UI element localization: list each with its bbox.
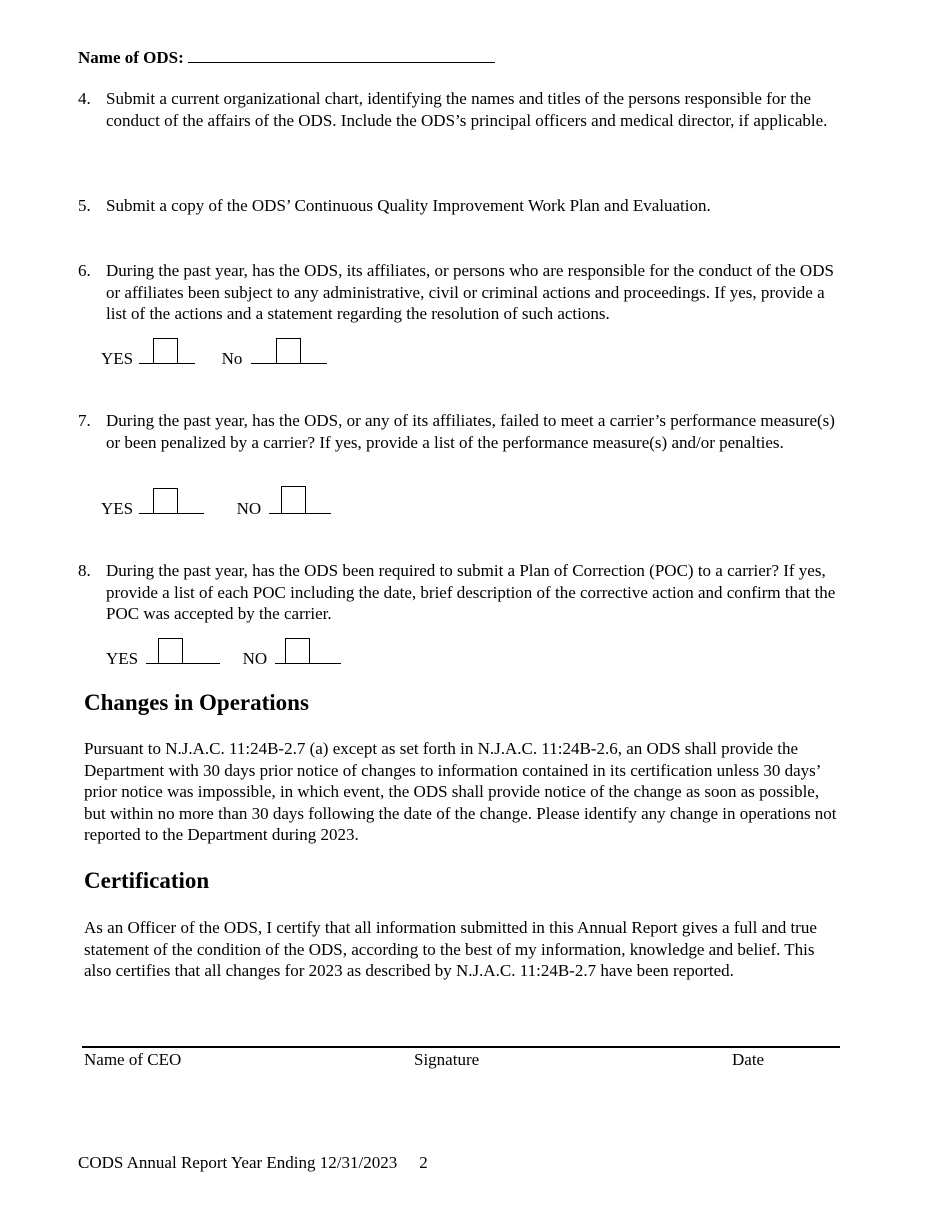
ods-name-label: Name of ODS: — [78, 48, 184, 67]
question-8-answer-row — [106, 645, 341, 670]
question-6-no-label: No — [221, 349, 243, 368]
question-6-answer-row — [101, 345, 327, 370]
question-7-no-field — [269, 495, 331, 514]
question-8-yes-checkbox[interactable] — [158, 638, 183, 664]
signature-label: Signature — [414, 1050, 480, 1069]
question-7-yes-label: YES — [101, 499, 134, 518]
certification-body: As an Officer of the ODS, I certify that all information submitted in this Annual Report gives a full and true statement of the condition of the ODS, according to the best of my information, knowledge and belief. This also certifies that all changes for 2023 as described by N.J.A.C. 11:24B-2.7 have been reported. — [84, 918, 817, 980]
question-8-no-label: NO — [242, 649, 268, 668]
question-8-no-field — [275, 645, 341, 664]
question-8-no-checkbox[interactable] — [285, 638, 310, 664]
question-6-yes-label: YES — [101, 349, 134, 368]
changes-heading: Changes in Operations — [84, 690, 309, 715]
question-6-no-field — [251, 345, 327, 364]
question-8-text: During the past year, has the ODS been required to submit a Plan of Correction (POC) to a carrier? If yes, provide a list of each POC including the date, brief description of the corrective action and confirm that the POC was accepted by the carrier. — [106, 561, 836, 623]
question-6-no-checkbox[interactable] — [276, 338, 301, 364]
ods-name-line — [78, 46, 495, 69]
question-6-yes-field — [139, 345, 195, 364]
question-8-number: 8. — [78, 561, 91, 580]
certification-heading: Certification — [84, 868, 210, 893]
question-7-text: During the past year, has the ODS, or any of its affiliates, failed to meet a carrier’s performance measure(s) or been penalized by a carrier? If yes, provide a list of the performance measure(s) and/or penalties. — [106, 411, 835, 452]
page-footer — [78, 1152, 428, 1174]
question-5-number: 5. — [78, 196, 91, 215]
ods-name-blank[interactable] — [188, 46, 495, 63]
question-7-no-checkbox[interactable] — [281, 486, 306, 514]
question-7-yes-field — [139, 495, 204, 514]
question-8-yes-label: YES — [106, 649, 139, 668]
question-6-yes-checkbox[interactable] — [153, 338, 178, 364]
question-7-yes-checkbox[interactable] — [153, 488, 178, 514]
question-6-number: 6. — [78, 261, 91, 280]
footer-text: CODS Annual Report Year Ending 12/31/2023 — [78, 1153, 398, 1172]
ceo-name-label: Name of CEO — [84, 1050, 182, 1069]
page-number: 2 — [419, 1153, 428, 1172]
question-7-no-label: NO — [236, 499, 262, 518]
changes-body: Pursuant to N.J.A.C. 11:24B-2.7 (a) except as set forth in N.J.A.C. 11:24B-2.6, an ODS shall provide the Department with 30 days prior notice of changes to information contained in its certification unless 30 days’ prior notice was impossible, in which event, the ODS shall provide notice of the change as soon as possible, but within no more than 30 days following the date of the change. Please identify any change in operations not reported to the Department during 2023. — [84, 739, 837, 844]
question-5-text: Submit a copy of the ODS’ Continuous Quality Improvement Work Plan and Evaluation. — [106, 196, 711, 215]
question-6-text: During the past year, has the ODS, its affiliates, or persons who are responsible for the conduct of the ODS or affiliates been subject to any administrative, civil or criminal actions and proceedings. If yes, provide a list of the actions and a statement regarding the resolution of such actions. — [106, 261, 834, 323]
question-7-answer-row — [101, 495, 331, 520]
signature-line[interactable] — [82, 1046, 840, 1048]
question-4-number: 4. — [78, 89, 91, 108]
date-label: Date — [732, 1050, 765, 1069]
question-8-yes-field — [146, 645, 220, 664]
question-4-text: Submit a current organizational chart, identifying the names and titles of the persons responsible for the conduct of the affairs of the ODS. Include the ODS’s principal officers and medical director, if applicable. — [106, 89, 828, 130]
question-7-number: 7. — [78, 411, 91, 430]
